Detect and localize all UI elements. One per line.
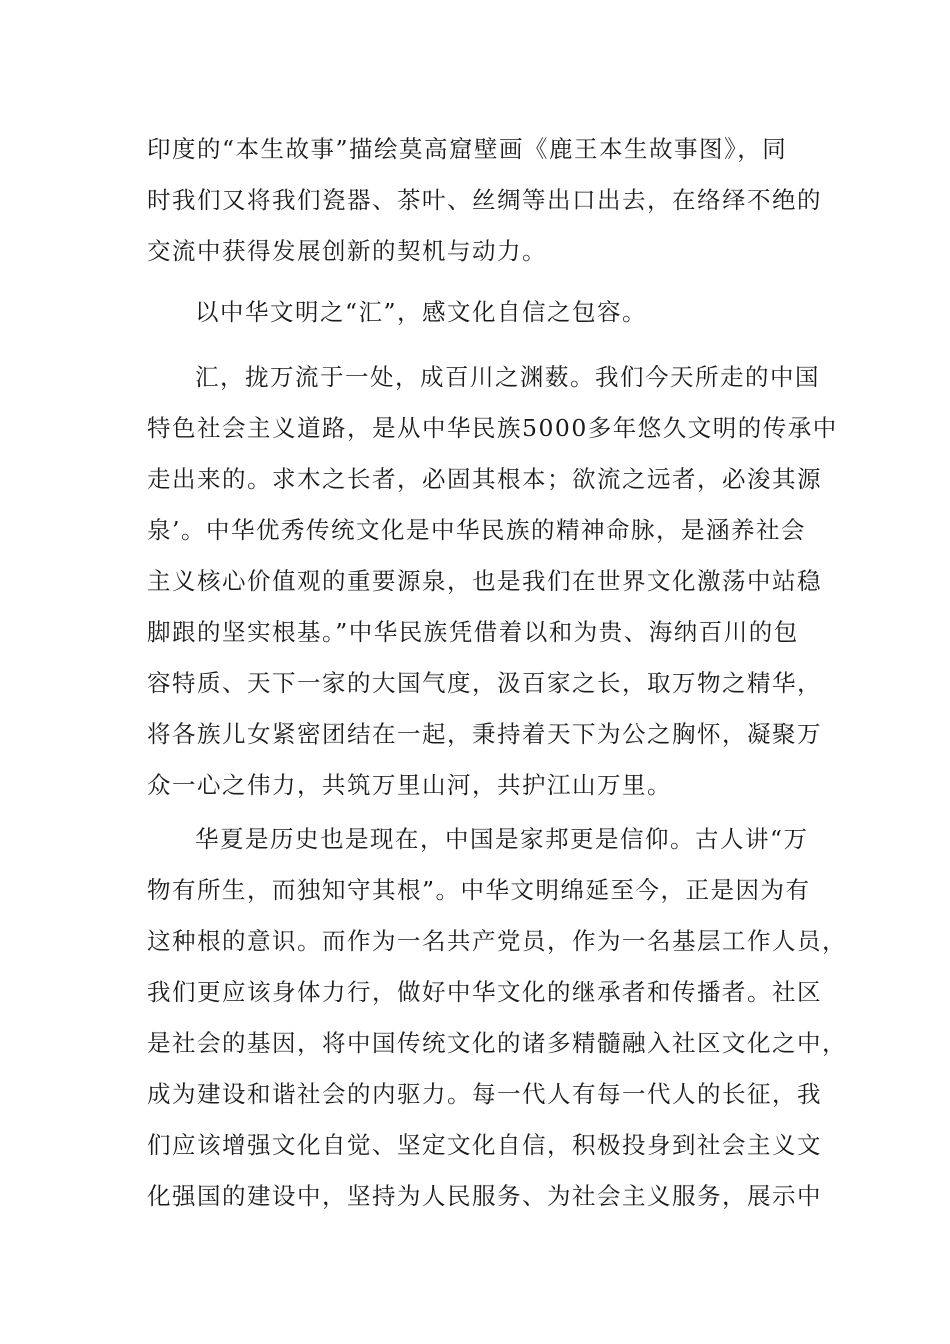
- paragraph-line: 将各族儿女紧密团结在一起，秉持着天下为公之胸怀，凝聚万: [147, 720, 822, 748]
- paragraph-line: 化强国的建设中，坚持为人民服务、为社会主义服务，展示中: [147, 1182, 822, 1210]
- paragraph-1: [147, 124, 822, 277]
- paragraph-line: 主义核心价值观的重要源泉，也是我们在世界文化激荡中站稳: [147, 567, 822, 595]
- paragraph-line: 时我们又将我们瓷器、茶叶、丝绸等出口出去，在络绎不绝的: [147, 186, 822, 214]
- paragraph-line: 以中华文明之“汇”，感文化自信之包容。: [195, 298, 648, 326]
- paragraph-line: 成为建设和谐社会的内驱力。每一代人有每一代人的长征，我: [147, 1080, 822, 1108]
- paragraph-line: 这种根的意识。而作为一名共产党员，作为一名基层工作人员，: [147, 927, 847, 955]
- paragraph-line: 交流中获得发展创新的契机与动力。: [147, 237, 547, 265]
- paragraph-line: 走出来的。求木之长者，必固其根本；欲流之远者，必浚其源: [147, 465, 822, 493]
- paragraph-line: 印度的“本生故事”描绘莫高窟壁画《鹿王本生故事图》，同: [147, 135, 788, 163]
- paragraph-line: 容特质、天下一家的大国气度，汲百家之长，取万物之精华，: [147, 669, 822, 697]
- paragraph-3: [147, 352, 838, 811]
- paragraph-line: 物有所生，而独知守其根”。中华文明绵延至今，正是因为有: [147, 876, 811, 904]
- paragraph-line: 华夏是历史也是现在，中国是家邦更是信仰。古人讲“万: [195, 825, 809, 853]
- paragraph-line: 泉’。中华优秀传统文化是中华民族的精神命脉，是涵养社会: [147, 516, 806, 544]
- paragraph-line: 我们更应该身体力行，做好中华文化的继承者和传播者。社区: [147, 978, 822, 1006]
- paragraph-2: [147, 287, 807, 338]
- paragraph-line: 脚跟的坚实根基。”中华民族凭借着以和为贵、海纳百川的包: [147, 618, 799, 646]
- paragraph-4: [147, 814, 847, 1222]
- paragraph-line: 特色社会主义道路，是从中华民族5000多年悠久文明的传承中: [147, 414, 838, 442]
- paragraph-line: 们应该增强文化自觉、坚定文化自信，积极投身到社会主义文: [147, 1131, 822, 1159]
- paragraph-line: 是社会的基因，将中国传统文化的诸多精髓融入社区文化之中，: [147, 1029, 847, 1057]
- paragraph-line: 汇，拢万流于一处，成百川之渊薮。我们今天所走的中国: [195, 363, 820, 391]
- paragraph-line: 众一心之伟力，共筑万里山河，共护江山万里。: [147, 771, 672, 799]
